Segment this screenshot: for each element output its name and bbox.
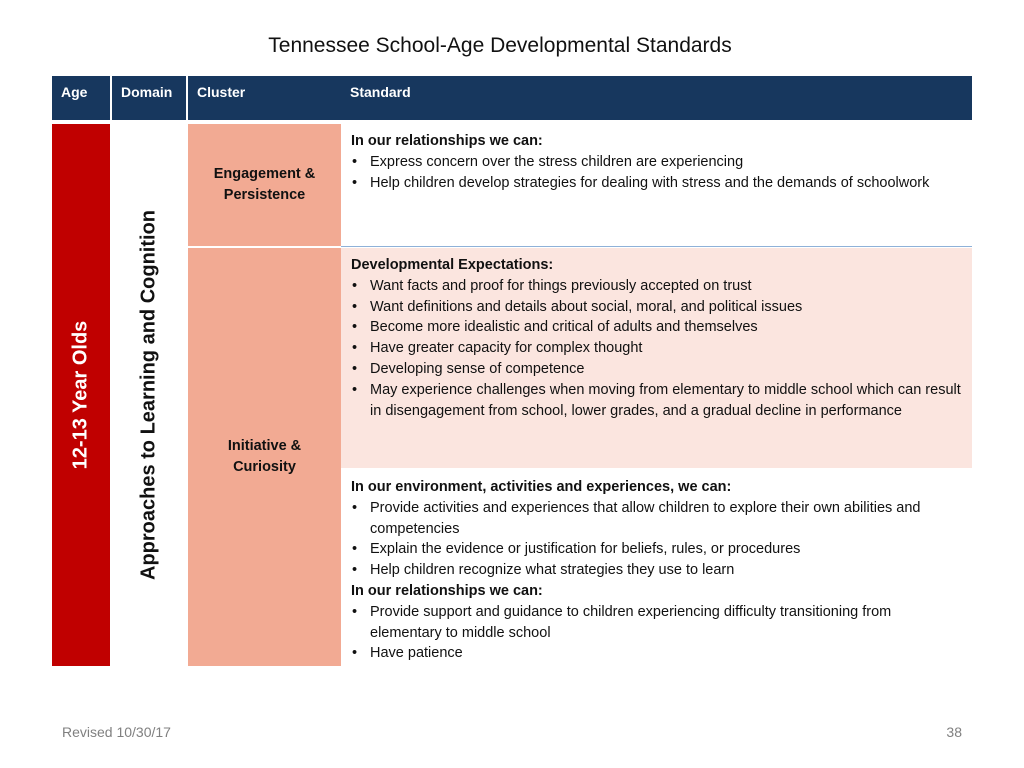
list-item: • Have patience [351, 643, 962, 664]
page-number: 38 [946, 724, 962, 740]
standard-list [351, 276, 962, 422]
page-title: Tennessee School-Age Developmental Standards [268, 34, 732, 57]
cluster-label-line: Curiosity [233, 459, 296, 475]
cluster-label-line: Engagement & [213, 166, 316, 182]
header-standard: Standard [341, 76, 972, 120]
list-item: • Developing sense of competence [351, 359, 962, 380]
block-heading: In our relationships we can: [351, 133, 543, 149]
domain-cell [112, 124, 186, 666]
list-item: • Explain the evidence or justification for beliefs, rules, or procedures [351, 539, 962, 560]
standard-list [351, 602, 962, 664]
list-item: • Want facts and proof for things previously accepted on trust [351, 276, 962, 297]
age-label: 12-13 Year Olds [69, 320, 92, 470]
list-item: • Help children recognize what strategies they use to learn [351, 560, 962, 581]
header-domain: Domain [112, 76, 186, 120]
block-heading: In our relationships we can: [351, 582, 543, 599]
list-item: • Provide support and guidance to children experiencing difficulty transitioning from elementary to middle school [351, 602, 962, 644]
age-cell [52, 124, 110, 666]
block-heading: In our environment, activities and experiences, we can: [351, 479, 732, 495]
standard-list [351, 498, 962, 581]
list-item: • Provide activities and experiences that allow children to explore their own abilities and competencies [351, 498, 962, 540]
standard-list [351, 152, 962, 194]
block-heading: Developmental Expectations: [351, 257, 554, 273]
header-cluster: Cluster [188, 76, 341, 120]
standard-expectations-block [341, 248, 972, 468]
list-item: • Become more idealistic and critical of adults and themselves [351, 317, 962, 338]
cluster-initiative-curiosity [188, 248, 341, 666]
standard-relationships-block [341, 124, 972, 247]
list-item: • Express concern over the stress children are experiencing [351, 152, 962, 173]
cluster-label-line: Initiative & [227, 438, 302, 454]
cluster-label-line: Persistence [223, 187, 306, 203]
cluster-engagement-persistence [188, 124, 341, 246]
list-item: • Have greater capacity for complex thought [351, 338, 962, 359]
header-age: Age [52, 76, 110, 120]
list-item: • May experience challenges when moving from elementary to middle school which can result in disengagement from school, lower grades, and a gradual decline in performance [351, 380, 962, 422]
domain-label: Approaches to Learning and Cognition [137, 210, 160, 580]
standard-environment-block [341, 470, 972, 666]
list-item: • Want definitions and details about social, moral, and political issues [351, 297, 962, 318]
revised-date: Revised 10/30/17 [62, 724, 171, 740]
list-item: • Help children develop strategies for dealing with stress and the demands of schoolwork [351, 173, 962, 194]
